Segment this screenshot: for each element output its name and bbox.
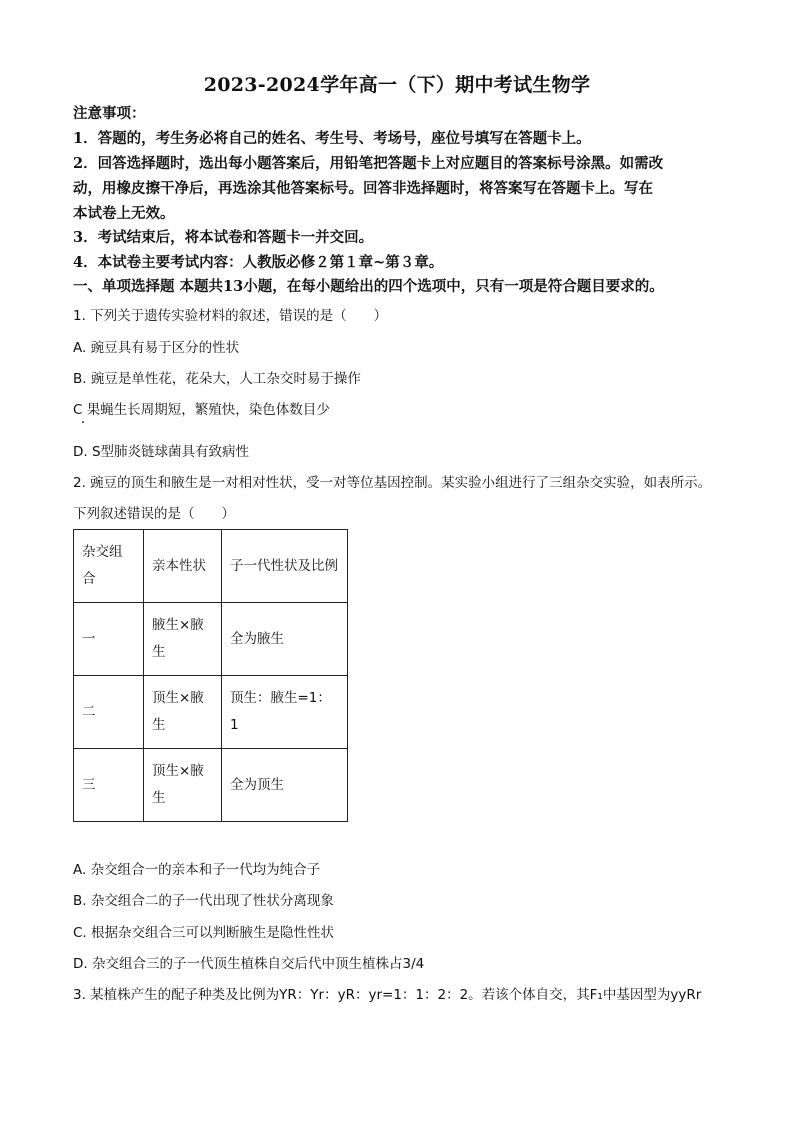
table-header-cell: 亲本性状 [144,530,222,603]
section-heading: 一、单项选择题 本题共13小题，在每小题给出的四个选项中，只有一项是符合题目要求的。 [73,278,664,295]
table-cell: 三 [74,749,144,822]
q2-option-b: B. 杂交组合二的子一代出现了性状分离现象 [73,893,334,909]
table-header-cell: 子一代性状及比例 [222,530,348,603]
notes-line-1: 1．答题的，考生务必将自己的姓名、考生号、考场号，座位号填写在答题卡上。 [73,130,591,147]
q1-option-a: A. 豌豆具有易于区分的性状 [73,340,240,356]
notes-line-2: 2．回答选择题时，选出每小题答案后，用铅笔把答题卡上对应题目的答案标号涂黑。如需改 [73,155,664,172]
q2-stem-line-2: 下列叙述错误的是（ ） [73,506,235,522]
notes-heading: 注意事项： [73,105,146,122]
stray-dot [82,421,84,423]
table-cell: 顶生：腋生=1：1 [222,676,348,749]
table-cell: 顶生×腋生 [144,676,222,749]
q2-option-c: C. 根据杂交组合三可以判断腋生是隐性性状 [73,925,335,941]
table-row [74,676,348,749]
table-cell: 顶生×腋生 [144,749,222,822]
q2-option-a: A. 杂交组合一的亲本和子一代均为纯合子 [73,862,321,878]
q1-option-d: D. S型肺炎链球菌具有致病性 [73,444,250,460]
exam-title: 2023-2024学年高一（下）期中考试生物学 [203,74,591,96]
notes-line-4: 本试卷上无效。 [73,205,175,222]
notes-line-5: 3．考试结束后，将本试卷和答题卡一并交回。 [73,229,374,246]
table-cell: 二 [74,676,144,749]
table-cell: 腋生×腋生 [144,603,222,676]
table-cell: 一 [74,603,144,676]
q2-option-d: D. 杂交组合三的子一代顶生植株自交后代中顶生植株占3/4 [73,956,425,972]
q2-stem-line-1: 2. 豌豆的顶生和腋生是一对相对性状，受一对等位基因控制。某实验小组进行了三组杂交实验，如表所示。 [73,475,712,491]
q1-option-c: C 果蝇生长周期短，繁殖快，染色体数目少 [73,402,330,418]
table-header-row [74,530,348,603]
notes-line-6: 4．本试卷主要考试内容：人教版必修２第１章~第３章。 [73,254,444,271]
table-cell: 全为腋生 [222,603,348,676]
q1-stem: 1. 下列关于遗传实验材料的叙述，错误的是（ ） [73,308,388,324]
table-row [74,603,348,676]
q3-stem: 3. 某植株产生的配子种类及比例为YR：Yr：yR：yr=1：1：2：2。若该个体自交，其F₁中基因型为yyRr [73,987,702,1003]
table-header-cell: 杂交组合 [74,530,144,603]
table-row [74,749,348,822]
cross-table [73,529,348,822]
q1-option-b: B. 豌豆是单性花，花朵大，人工杂交时易于操作 [73,371,361,387]
notes-line-3: 动，用橡皮擦干净后，再选涂其他答案标号。回答非选择题时，将答案写在答题卡上。写在 [73,180,653,197]
table-cell: 全为顶生 [222,749,348,822]
